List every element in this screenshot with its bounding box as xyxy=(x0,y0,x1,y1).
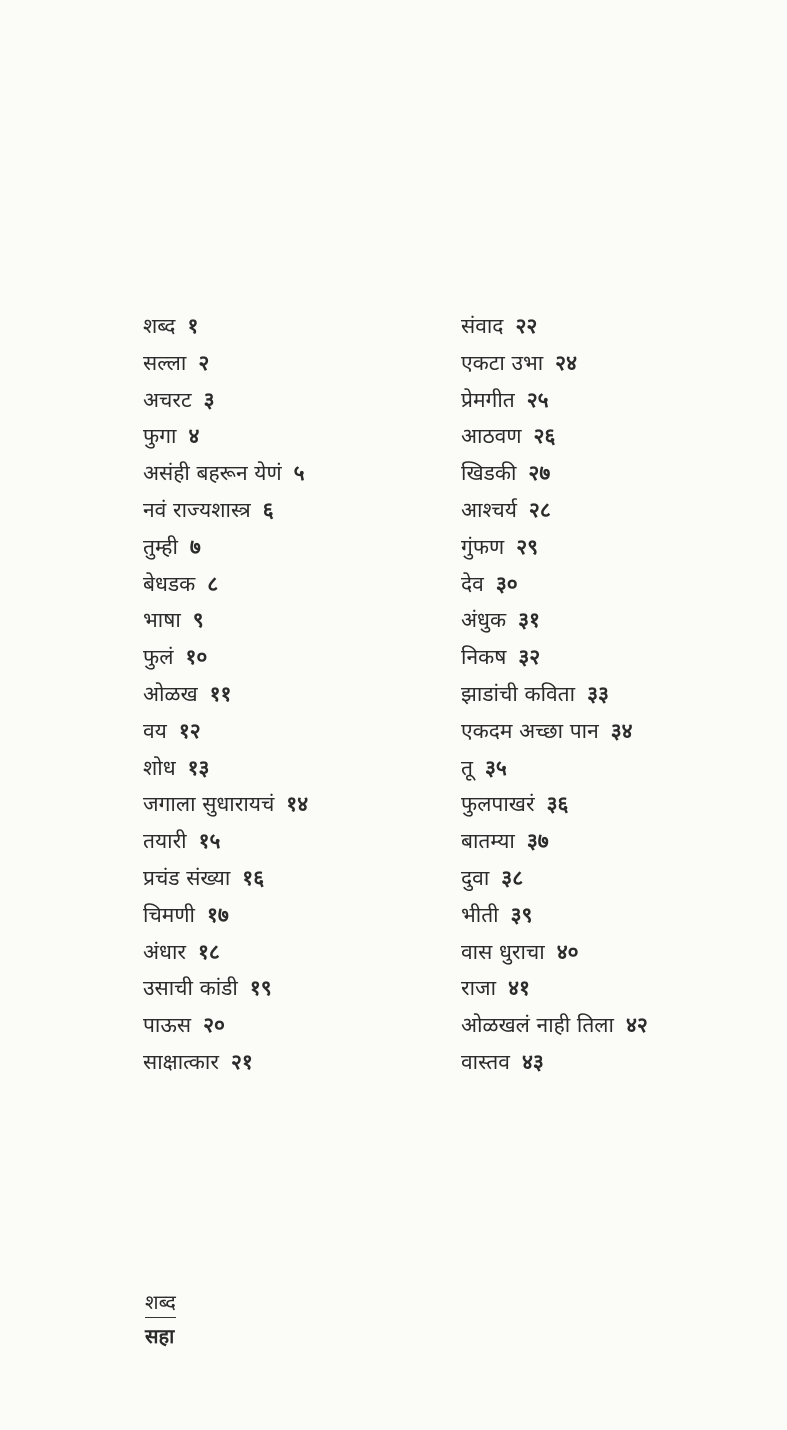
toc-entry xyxy=(461,455,648,492)
toc-entry xyxy=(143,713,308,750)
toc-entry-title: तू xyxy=(461,755,473,780)
toc-entry-title: निकष xyxy=(461,645,507,670)
toc-entry xyxy=(143,529,308,566)
toc-entry-title: आश्चर्य xyxy=(461,497,517,522)
toc-entry-page: १३ xyxy=(187,755,210,780)
toc-entry-page: ३२ xyxy=(518,645,541,670)
toc-entry-title: फुगा xyxy=(143,424,177,449)
toc-entry-title: शब्द xyxy=(143,314,176,338)
toc-entry-title: तयारी xyxy=(143,829,187,854)
toc-entry xyxy=(461,823,648,860)
toc-entry xyxy=(461,529,648,566)
toc-entry xyxy=(143,308,308,345)
toc-entry xyxy=(461,1007,648,1044)
toc-entry-page: २२ xyxy=(515,314,538,338)
toc-entry-title: देव xyxy=(461,571,484,596)
toc-entry-page: ३ xyxy=(203,387,215,412)
toc-entry xyxy=(461,602,648,639)
toc-entry-title: एकदम अच्छा पान xyxy=(461,718,599,743)
toc-entry-title: सल्ला xyxy=(143,350,187,375)
toc-entry-title: झाडांची कविता xyxy=(461,681,576,706)
toc-entry-title: ओळख xyxy=(143,681,198,706)
toc-entry-title: वास धुराचा xyxy=(461,939,545,964)
toc-entry-title: उसाची कांडी xyxy=(143,976,238,1001)
toc-entry-page: ४३ xyxy=(521,1049,544,1074)
toc-entry xyxy=(461,934,648,971)
toc-entry-page: २१ xyxy=(230,1049,253,1074)
toc-entry xyxy=(143,897,308,934)
toc-entry xyxy=(461,713,648,750)
toc-entry-page: ३५ xyxy=(484,755,507,780)
toc-entry xyxy=(143,382,308,419)
toc-entry-page: ३७ xyxy=(526,829,549,854)
toc-column-right xyxy=(461,308,648,1081)
toc-entry-page: ३९ xyxy=(510,902,533,927)
toc-entry-title: गुंफण xyxy=(461,534,505,559)
toc-entry xyxy=(461,382,648,419)
toc-entry xyxy=(143,639,308,676)
toc-entry-page: १६ xyxy=(242,865,265,890)
toc-entry-page: ७ xyxy=(189,534,201,559)
toc-entry xyxy=(143,970,308,1007)
toc-entry xyxy=(461,786,648,823)
toc-entry-page: ३८ xyxy=(501,865,524,890)
toc-entry xyxy=(461,492,648,529)
toc-entry-title: नवं राज्यशास्त्र xyxy=(143,497,251,522)
toc-entry-page: ३१ xyxy=(518,608,540,633)
toc-entry xyxy=(461,676,648,713)
toc-entry-page: २० xyxy=(203,1013,225,1038)
toc-entry-title: खिडकी xyxy=(461,461,517,486)
toc-entry-page: २८ xyxy=(528,497,551,522)
toc-entry-title: असंही बहरून येणं xyxy=(143,461,282,486)
toc-entry-page: ८ xyxy=(207,571,219,596)
toc-entry-page: १२ xyxy=(178,718,201,743)
toc-entry-page: ४२ xyxy=(625,1013,648,1038)
toc-entry xyxy=(461,308,648,345)
toc-entry-title: दुवा xyxy=(461,865,490,890)
toc-entry-title: प्रेमगीत xyxy=(461,387,515,412)
toc-entry-title: शोध xyxy=(143,755,176,780)
toc-entry-title: राजा xyxy=(461,976,497,1001)
toc-entry xyxy=(143,455,308,492)
toc-entry-page: ४ xyxy=(188,424,200,449)
toc-entry-page: १ xyxy=(187,314,199,338)
toc-entry xyxy=(461,639,648,676)
toc-entry-page: ११ xyxy=(209,681,232,706)
toc-entry xyxy=(461,566,648,603)
toc-entry-page: ५ xyxy=(293,461,305,486)
toc-entry-page: २९ xyxy=(516,534,539,559)
toc-entry xyxy=(143,566,308,603)
toc-entry-page: १९ xyxy=(249,976,272,1001)
toc-entry-page: २ xyxy=(198,350,210,375)
toc-entry-title: फुलं xyxy=(143,645,174,670)
toc-entry-page: ३४ xyxy=(610,718,633,743)
footer-book-title: शब्द xyxy=(145,1287,176,1318)
toc-entry xyxy=(143,418,308,455)
toc-entry-page: १८ xyxy=(198,939,220,964)
toc-entry-page: ६ xyxy=(262,497,274,522)
toc-entry xyxy=(143,602,308,639)
toc-entry-page: १७ xyxy=(206,902,229,927)
toc-entry-title: अंधुक xyxy=(461,608,507,633)
toc-entry xyxy=(143,860,308,897)
toc-entry-page: ९ xyxy=(192,608,204,633)
toc-entry-title: वास्तव xyxy=(461,1049,510,1074)
toc-entry-page: २६ xyxy=(533,424,556,449)
toc-entry-page: ४० xyxy=(556,939,579,964)
toc-entry-title: पाऊस xyxy=(143,1013,192,1038)
toc-entry-title: अंधार xyxy=(143,939,186,964)
toc-entry xyxy=(461,970,648,1007)
toc-entry xyxy=(143,1007,308,1044)
toc-entry xyxy=(143,492,308,529)
toc-entry xyxy=(143,1044,308,1081)
toc-entry xyxy=(461,1044,648,1081)
toc-entry xyxy=(461,750,648,787)
toc-entry-page: ३६ xyxy=(546,792,569,817)
toc-entry-page: ३० xyxy=(495,571,518,596)
toc-entry xyxy=(461,345,648,382)
toc-entry xyxy=(461,897,648,934)
toc-entry-title: बेधडक xyxy=(143,571,196,596)
toc-entry-title: बातम्या xyxy=(461,829,515,854)
toc-entry-page: २५ xyxy=(526,387,549,412)
toc-entry-title: फुलपाखरं xyxy=(461,792,535,817)
toc-entry xyxy=(461,860,648,897)
toc-entry xyxy=(143,823,308,860)
toc-entry-title: संवाद xyxy=(461,314,504,338)
toc-entry-title: एकटा उभा xyxy=(461,350,544,375)
toc-entry-page: ३३ xyxy=(587,681,609,706)
toc-entry xyxy=(143,750,308,787)
toc-entry-title: तुम्ही xyxy=(143,534,178,559)
toc-entry xyxy=(461,418,648,455)
toc-entry xyxy=(143,934,308,971)
toc-entry-title: अचरट xyxy=(143,387,192,412)
toc-entry-title: जगाला सुधारायचं xyxy=(143,792,275,817)
toc-column-left xyxy=(143,308,308,1081)
toc-entry-page: १० xyxy=(185,645,208,670)
toc-entry xyxy=(143,345,308,382)
toc-entry xyxy=(143,786,308,823)
toc-entry-page: १४ xyxy=(286,792,309,817)
toc-entry-title: भाषा xyxy=(143,608,181,633)
toc-entry-page: ४१ xyxy=(508,976,530,1001)
toc-entry-title: वय xyxy=(143,718,167,743)
toc-entry-title: भीती xyxy=(461,902,499,927)
toc-entry-title: साक्षात्कार xyxy=(143,1049,219,1074)
toc-entry-page: २७ xyxy=(528,461,551,486)
toc-entry-page: २४ xyxy=(555,350,577,375)
toc-entry-title: ओळखलं नाही तिला xyxy=(461,1013,614,1038)
toc-entry-page: १५ xyxy=(198,829,221,854)
toc-entry-title: प्रचंड संख्या xyxy=(143,865,231,890)
toc-entry-title: आठवण xyxy=(461,424,522,449)
page-footer xyxy=(145,1287,176,1352)
toc-entry-title: चिमणी xyxy=(143,902,195,927)
toc-entry xyxy=(143,676,308,713)
footer-page-number: सहा xyxy=(145,1324,175,1348)
